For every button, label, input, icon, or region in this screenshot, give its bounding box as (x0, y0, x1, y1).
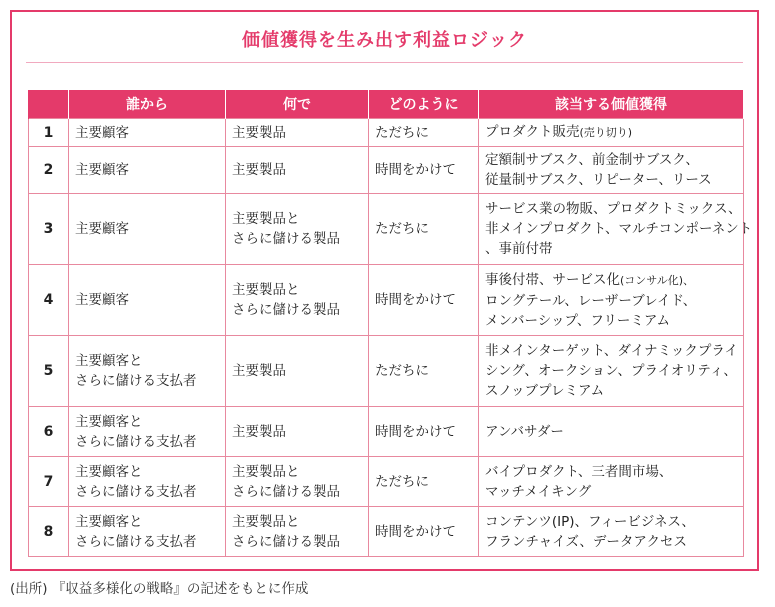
table-row (29, 457, 744, 507)
who-cell: 主要顧客と さらに儲ける支払者 (69, 457, 226, 507)
header-who: 誰から (69, 90, 226, 119)
capture-cell: 非メインターゲット、ダイナミックプライ シング、オークション、プライオリティ、 スノッブプレミアム (479, 336, 744, 407)
who-cell: 主要顧客 (69, 147, 226, 194)
table-row (29, 336, 744, 407)
what-cell: 主要製品と さらに儲ける製品 (226, 457, 369, 507)
how-cell: 時間をかけて (369, 507, 479, 557)
table-row (29, 147, 744, 194)
what-cell: 主要製品と さらに儲ける製品 (226, 194, 369, 265)
what-cell: 主要製品と さらに儲ける製品 (226, 265, 369, 336)
what-cell: 主要製品 (226, 336, 369, 407)
header-no (29, 90, 69, 119)
what-cell: 主要製品と さらに儲ける製品 (226, 507, 369, 557)
what-cell: 主要製品 (226, 407, 369, 457)
table-row (29, 194, 744, 265)
who-cell: 主要顧客 (69, 194, 226, 265)
row-number: 7 (29, 457, 69, 507)
table-row (29, 407, 744, 457)
who-cell: 主要顧客と さらに儲ける支払者 (69, 507, 226, 557)
who-cell: 主要顧客と さらに儲ける支払者 (69, 336, 226, 407)
source-note: (出所) 『収益多様化の戦略』の記述をもとに作成 (10, 581, 309, 597)
how-cell: 時間をかけて (369, 407, 479, 457)
row-number: 3 (29, 194, 69, 265)
how-cell: ただちに (369, 457, 479, 507)
table-frame (10, 10, 759, 571)
table-row (29, 507, 744, 557)
capture-cell: 定額制サブスク、前金制サブスク、 従量制サブスク、リピーター、リース (479, 147, 744, 194)
who-cell: 主要顧客 (69, 265, 226, 336)
row-number: 8 (29, 507, 69, 557)
how-cell: ただちに (369, 119, 479, 147)
who-cell: 主要顧客 (69, 119, 226, 147)
capture-cell: 事後付帯、サービス化(コンサル化)、 ロングテール、レーザーブレイド、 メンバーシップ、フリーミアム (479, 265, 744, 336)
row-number: 4 (29, 265, 69, 336)
what-cell: 主要製品 (226, 119, 369, 147)
how-cell: ただちに (369, 194, 479, 265)
capture-cell: バイプロダクト、三者間市場、 マッチメイキング (479, 457, 744, 507)
header-what: 何で (226, 90, 369, 119)
how-cell: 時間をかけて (369, 265, 479, 336)
capture-cell: プロダクト販売(売り切り) (479, 119, 744, 147)
what-cell: 主要製品 (226, 147, 369, 194)
how-cell: ただちに (369, 336, 479, 407)
capture-cell: サービス業の物販、プロダクトミックス、 非メインプロダクト、マルチコンポーネント 、事前付帯 (479, 194, 744, 265)
table-row (29, 119, 744, 147)
row-number: 2 (29, 147, 69, 194)
title-divider (26, 62, 743, 63)
table-header-row (29, 90, 744, 119)
header-capture: 該当する価値獲得 (479, 90, 744, 119)
header-how: どのように (369, 90, 479, 119)
capture-cell: コンテンツ(IP)、フィービジネス、 フランチャイズ、データアクセス (479, 507, 744, 557)
who-cell: 主要顧客と さらに儲ける支払者 (69, 407, 226, 457)
capture-cell: アンバサダー (479, 407, 744, 457)
table-row (29, 265, 744, 336)
row-number: 1 (29, 119, 69, 147)
row-number: 5 (29, 336, 69, 407)
how-cell: 時間をかけて (369, 147, 479, 194)
page-title: 価値獲得を生み出す利益ロジック (242, 30, 527, 51)
profit-logic-table (28, 90, 753, 557)
row-number: 6 (29, 407, 69, 457)
